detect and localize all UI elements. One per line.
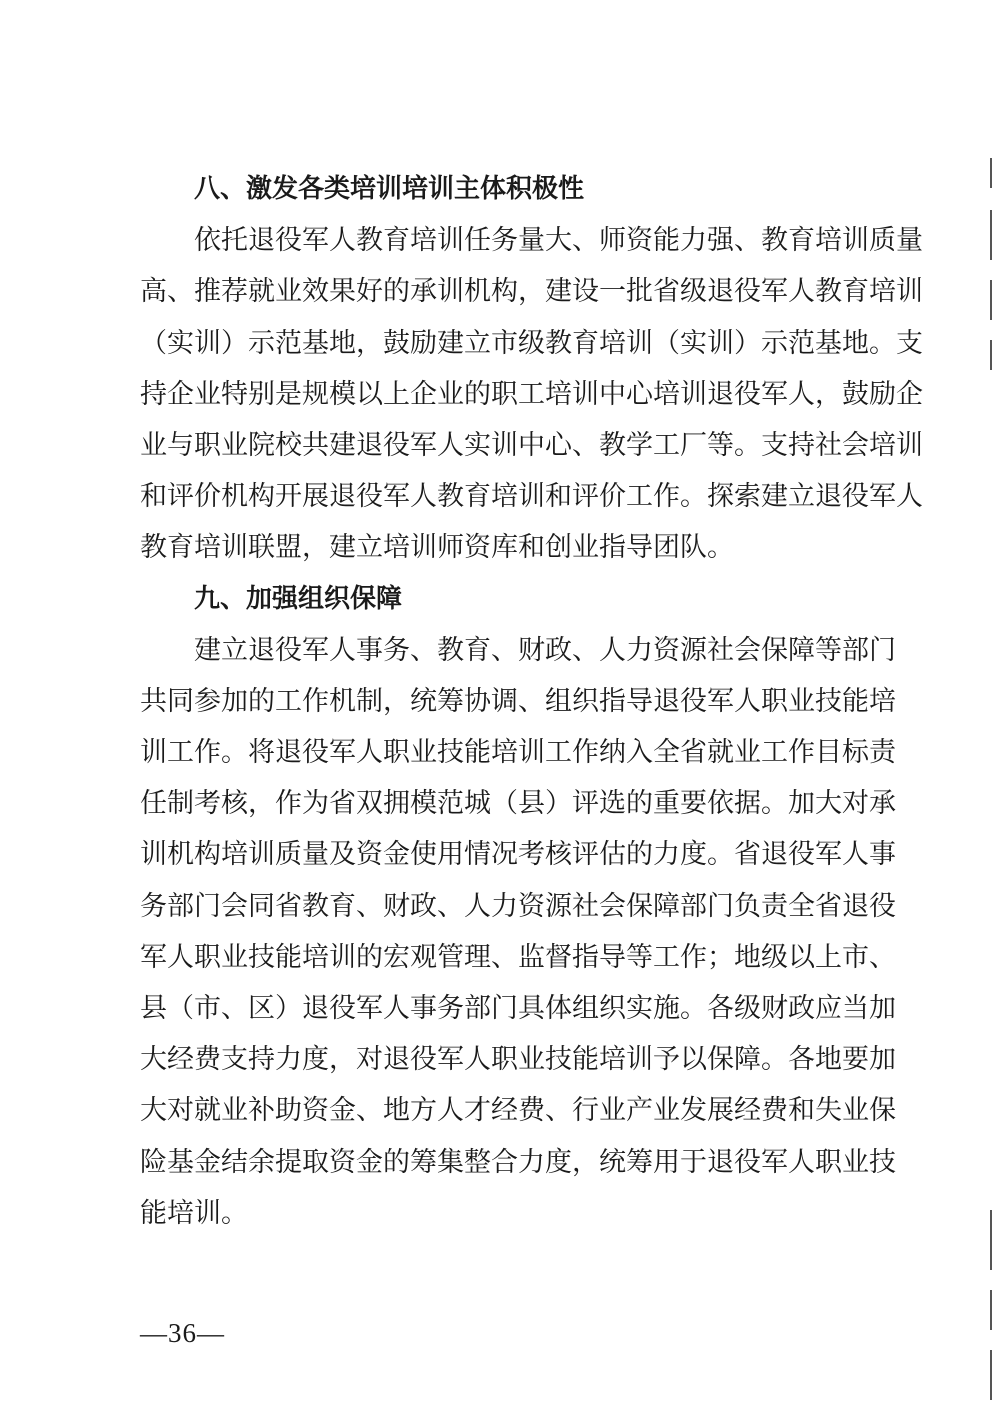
paragraph-line: 大经费支持力度，对退役军人职业技能培训予以保障。各地要加 <box>140 1044 896 1076</box>
paragraph-line: 大对就业补助资金、地方人才经费、行业产业发展经费和失业保 <box>140 1095 896 1127</box>
paragraph-line: 共同参加的工作机制，统筹协调、组织指导退役军人职业技能培 <box>140 685 896 717</box>
document-body <box>140 164 923 1239</box>
paragraph-line: 依托退役军人教育培训任务量大、师资能力强、教育培训质量 <box>194 225 923 257</box>
paragraph-line: 能培训。 <box>140 1197 248 1229</box>
paragraph-line: 建立退役军人事务、教育、财政、人力资源社会保障等部门 <box>194 634 896 666</box>
paragraph-line: 务部门会同省教育、财政、人力资源社会保障部门负责全省退役 <box>140 890 896 922</box>
paragraph-line: 县（市、区）退役军人事务部门具体组织实施。各级财政应当加 <box>140 993 896 1024</box>
section-9-heading: 九、加强组织保障 <box>194 583 403 614</box>
paragraph-line: 高、推荐就业效果好的承训机构，建设一批省级退役军人教育培训 <box>140 276 923 308</box>
paragraph-line: 持企业特别是规模以上企业的职工培训中心培训退役军人，鼓励企 <box>140 378 923 410</box>
page-number: —36— <box>140 1318 225 1348</box>
paragraph-line: 险基金结余提取资金的筹集整合力度，统筹用于退役军人职业技 <box>140 1146 896 1178</box>
section-8-heading: 八、激发各类培训培训主体积极性 <box>194 174 585 204</box>
paragraph-line: 和评价机构开展退役军人教育培训和评价工作。探索建立退役军人 <box>140 481 923 513</box>
scan-edge-marks <box>990 150 993 1350</box>
paragraph-line: 业与职业院校共建退役军人实训中心、教学工厂等。支持社会培训 <box>140 429 923 461</box>
paragraph-line: 教育培训联盟，建立培训师资库和创业指导团队。 <box>140 532 734 564</box>
paragraph-line: 训工作。将退役军人职业技能培训工作纳入全省就业工作目标责 <box>140 737 896 769</box>
paragraph-line: （实训）示范基地，鼓励建立市级教育培训（实训）示范基地。支 <box>140 327 923 359</box>
paragraph-line: 训机构培训质量及资金使用情况考核评估的力度。省退役军人事 <box>140 839 896 871</box>
paragraph-line: 任制考核，作为省双拥模范城（县）评选的重要依据。加大对承 <box>140 788 896 820</box>
paragraph-line: 军人职业技能培训的宏观管理、监督指导等工作；地级以上市、 <box>140 941 896 973</box>
